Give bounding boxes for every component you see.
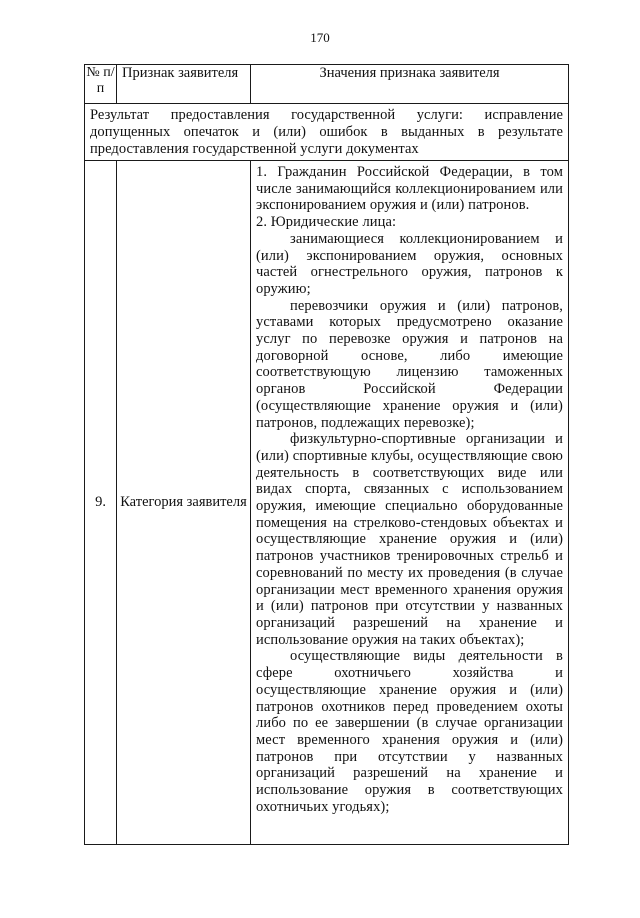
value-paragraph-sports-organizations: физкультурно-спортивные организации и (или) спортивные клубы, осуществляющие свою деятельность в соответствующих виде или видах спорта, связанных с использованием оружия, имеющие специально оборудованные помещения на стрелково-стендовых объектах и осуществляющие хранение оружия и (или) патронов участников тренировочных стрельб и соревнований по месту их проведения (в случае организации мест временного хранения оружия и (или) патронов при отсутствии у названных организаций разрешений на хранение и использование оружия на таких объектах);: [256, 431, 563, 648]
value-paragraph-carriers: перевозчики оружия и (или) патронов, уставами которых предусмотрено оказание услуг по перевозке оружия и патронов на договорной основе, либо имеющие соответствующую лицензию таможенных органов Российской Федерации (осуществляющие хранение оружия и (или) патронов, подлежащих перевозке);: [256, 297, 563, 431]
row-values: [251, 161, 569, 845]
row-category: Категория заявителя: [117, 161, 251, 845]
page-number: 170: [310, 30, 330, 45]
applicant-attributes-table: [84, 64, 569, 845]
header-number-cell: № п/п: [85, 65, 117, 104]
value-paragraph-hunting: осуществляющие виды деятельности в сфере охотничьего хозяйства и осуществляющие хранение оружия и (или) патронов охотников перед проведением охоты либо по ее завершении (в случае организации мест временного хранения оружия и (или) патронов при отсутствии у названных организаций разрешений на хранение и использование оружия в соответствующих охотничьих угодьях);: [256, 648, 563, 815]
table-row: [85, 161, 569, 845]
row-number: 9.: [85, 161, 117, 845]
value-paragraph-collectors: занимающиеся коллекционированием и (или) экспонированием оружия, основных частей огнестрельного оружия, патронов к оружию;: [256, 230, 563, 297]
result-row: [85, 104, 569, 161]
result-description: Результат предоставления государственной услуги: исправление допущенных опечаток и (или) ошибок в выданных в результате предоставления государственной услуги документах: [85, 104, 569, 161]
table-header-row: [85, 65, 569, 104]
header-attribute-cell: Признак заявителя: [117, 65, 251, 104]
header-values-cell: Значения признака заявителя: [251, 65, 569, 104]
value-paragraph-legal-entities: 2. Юридические лица:: [256, 214, 397, 231]
value-paragraph-citizen: 1. Гражданин Российской Федерации, в том числе занимающийся коллекционированием или экспонированием оружия и (или) патронов.: [256, 164, 563, 214]
